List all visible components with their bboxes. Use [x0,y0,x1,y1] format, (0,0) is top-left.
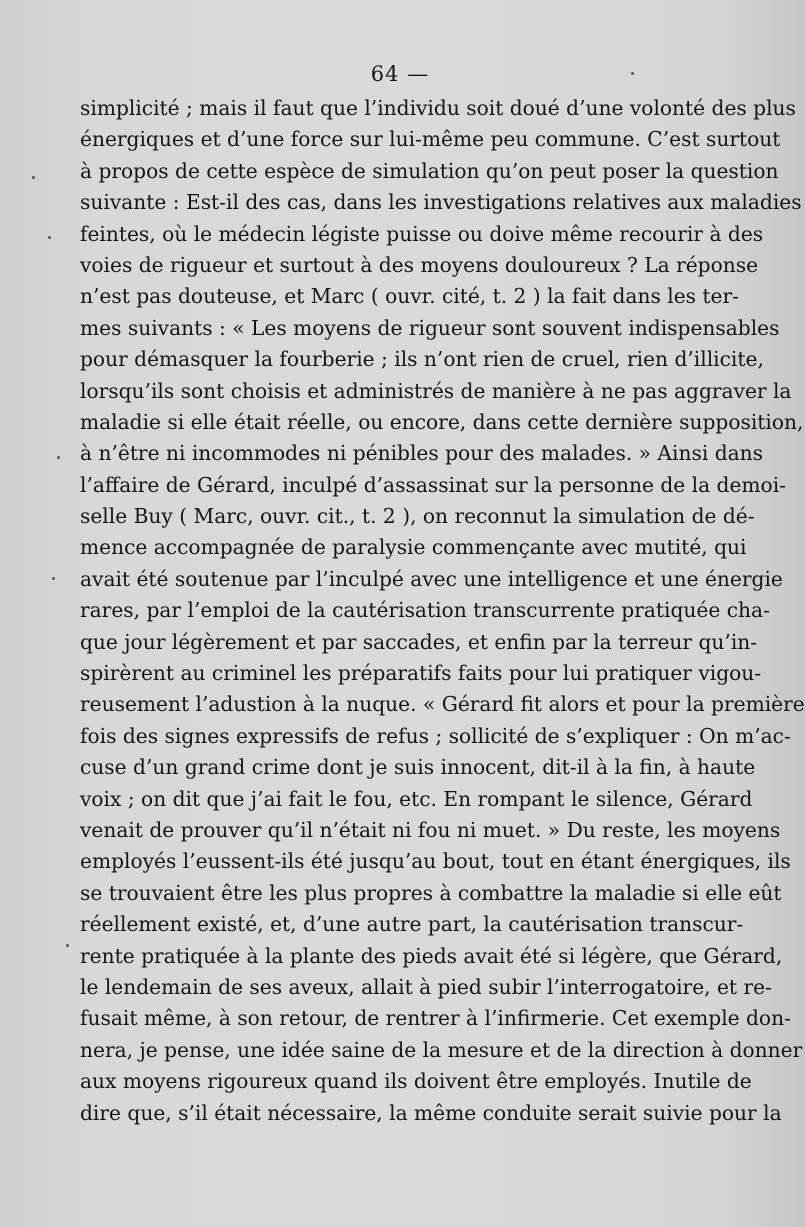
paper-speck [57,456,60,459]
text-line: fois des signes expressifs de refus ; sollicité de s’expliquer : On m’ac- [80,723,791,748]
text-line: pour démasquer la fourberie ; ils n’ont rien de cruel, rien d’illicite, [80,347,764,372]
text-line: se trouvaient être les plus propres à combattre la maladie si elle eût [80,880,782,905]
text-line: dire que, s’il était nécessaire, la même conduite serait suivie pour la [80,1100,782,1125]
text-line: spirèrent au criminel les préparatifs faits pour lui pratiquer vigou- [80,661,762,686]
page-number: 64 — [370,62,430,86]
text-line: aux moyens rigoureux quand ils doivent être employés. Inutile de [80,1069,752,1094]
text-line: maladie si elle était réelle, ou encore, dans cette dernière supposition, [80,409,804,434]
text-line: réellement existé, et, d’une autre part, la cautérisation transcur- [80,912,744,937]
text-line: employés l’eussent-ils été jusqu’au bout, tout en étant énergiques, ils [80,849,791,874]
text-line: reusement l’adustion à la nuque. « Gérard fit alors et pour la première [80,692,805,717]
text-line: simplicité ; mais il faut que l’individu soit doué d’une volonté des plus [80,96,796,120]
text-line: l’affaire de Gérard, inculpé d’assassinat sur la personne de la demoi- [80,472,786,497]
text-line: fusait même, à son retour, de rentrer à l’infirmerie. Cet exemple don- [80,1006,791,1031]
text-line: feintes, où le médecin légiste puisse ou doive même recourir à des [80,221,764,246]
text-line: n’est pas douteuse, et Marc ( ouvr. cité, t. 2 ) la fait dans les ter- [80,284,739,309]
text-line: suivante : Est-il des cas, dans les investigations relatives aux maladies [80,190,802,215]
text-line: mence accompagnée de paralysie commençante avec mutité, qui [80,535,747,560]
text-line: nera, je pense, une idée saine de la mesure et de la direction à donner [80,1037,803,1062]
text-line: que jour légèrement et par saccades, et enfin par la terreur qu’in- [80,629,758,654]
text-line: voix ; on dit que j’ai fait le fou, etc. En rompant le silence, Gérard [80,786,753,811]
paper-speck [48,236,51,239]
text-line: à propos de cette espèce de simulation qu’on peut poser la question [80,158,779,183]
text-line: énergiques et d’une force sur lui-même peu commune. C’est surtout [80,127,781,152]
text-line: venait de prouver qu’il n’était ni fou ni muet. » Du reste, les moyens [80,817,781,842]
paper-speck [32,176,35,179]
paper-speck [52,577,55,580]
body-text [80,93,805,1129]
text-line: cuse d’un grand crime dont je suis innocent, dit-il à la fin, à haute [80,755,756,780]
text-line: lorsqu’ils sont choisis et administrés de manière à ne pas aggraver la [80,378,792,403]
text-line: avait été soutenue par l’inculpé avec une intelligence et une énergie [80,566,783,591]
text-line: le lendemain de ses aveux, allait à pied subir l’interrogatoire, et re- [80,974,772,999]
text-line: mes suivants : « Les moyens de rigueur sont souvent indispensables [80,315,780,340]
text-line: rente pratiquée à la plante des pieds avait été si légère, que Gérard, [80,943,783,968]
text-line: voies de rigueur et surtout à des moyens douloureux ? La réponse [80,252,759,277]
paper-speck [66,944,69,947]
text-line: rares, par l’emploi de la cautérisation transcurrente pratiquée cha- [80,598,770,623]
text-line: selle Buy ( Marc, ouvr. cit., t. 2 ), on reconnut la simulation de dé- [80,504,755,529]
paper-speck [631,72,634,75]
text-line: à n’être ni incommodes ni pénibles pour des malades. » Ainsi dans [80,441,764,466]
